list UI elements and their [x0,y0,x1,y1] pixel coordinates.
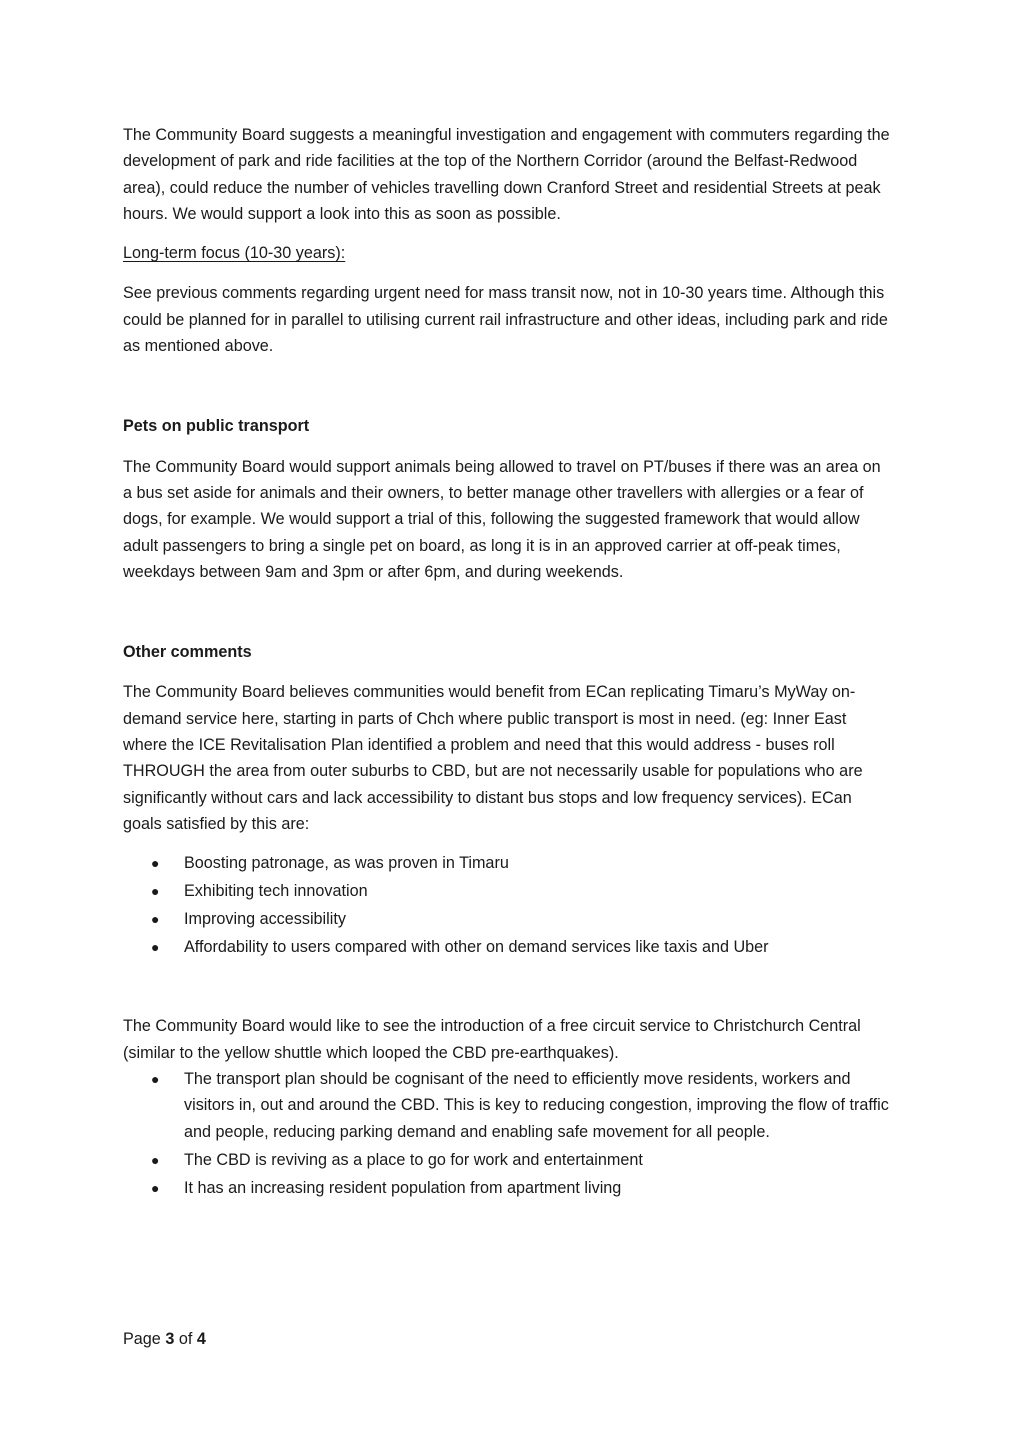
of-word: of [178,1330,193,1348]
pets-heading: Pets on public transport [123,417,310,436]
page-word: Page [123,1330,161,1348]
other-comments-paragraph: The Community Board believes communities would benefit from ECan replicating Timaru’s MyWay on-demand service here, starting in parts of Chch where public transport is most in need. (eg: Inner East where the ICE Revitalisation Plan identified a problem and need that this would address - buses roll THROUGH the area from outer suburbs to CBD, but are not necessarily usable for populations who are significantly without cars and lack accessibility to distant bus stops and low frequency services). ECan goals satisfied by this are: [123,683,863,833]
list-item-text: The transport plan should be cognisant of the need to efficiently move residents, workers and visitors in, out and around the CBD. This is key to reducing congestion, improving the flow of traffic and people, reducing parking demand and enabling safe movement for all people. [184,1070,889,1141]
intro-paragraph: The Community Board suggests a meaningful investigation and engagement with commuters regarding the development of park and ride facilities at the top of the Northern Corridor (around the Belfast-Redwood area), could reduce the number of vehicles travelling down Cranford Street and residential Streets at peak hours. We would support a look into this as soon as possible. [123,126,890,223]
list-item [123,878,893,906]
list-item [123,934,893,962]
page-current: 3 [165,1330,175,1348]
page-content [123,122,893,1203]
list-item [123,1066,893,1145]
free-circuit-list [123,1066,893,1202]
page-number-footer [123,1326,206,1352]
bullet-icon: ● [151,1151,160,1168]
bullet-icon: ● [151,1179,160,1196]
bullet-icon: ● [151,1071,160,1088]
pets-paragraph: The Community Board would support animals being allowed to travel on PT/buses if there was an area on a bus set aside for animals and their owners, to better manage other travellers with allergies or a fear of dogs, for example. We would support a trial of this, following the suggested framework that would allow adult passengers to bring a single pet on board, as long it is in an approved carrier at off-peak times, weekdays between 9am and 3pm or after 6pm, and during weekends. [123,457,881,581]
list-item-text: Exhibiting tech innovation [184,882,368,901]
bullet-icon: ● [151,938,160,955]
list-item-text: Improving accessibility [184,909,346,928]
list-item [123,1147,893,1175]
list-item-text: Affordability to users compared with other on demand services like taxis and Uber [184,937,769,956]
list-item [123,850,893,878]
other-comments-heading: Other comments [123,643,252,662]
list-item [123,906,893,934]
free-circuit-paragraph: The Community Board would like to see the introduction of a free circuit service to Christchurch Central (similar to the yellow shuttle which looped the CBD pre-earthquakes). [123,1017,861,1062]
long-term-heading: Long-term focus (10-30 years): [123,244,346,263]
list-item-text: Boosting patronage, as was proven in Timaru [184,854,509,873]
page-total: 4 [196,1330,206,1348]
list-item-text: The CBD is reviving as a place to go for work and entertainment [184,1150,643,1169]
long-term-paragraph: See previous comments regarding urgent need for mass transit now, not in 10-30 years time. Although this could be planned for in parallel to utilising current rail infrastructure and other ideas, including park and ride as mentioned above. [123,284,888,356]
bullet-icon: ● [151,883,160,900]
bullet-icon: ● [151,910,160,927]
list-item [123,1175,893,1203]
list-item-text: It has an increasing resident population from apartment living [184,1178,622,1197]
ecan-goals-list [123,850,893,961]
bullet-icon: ● [151,855,160,872]
